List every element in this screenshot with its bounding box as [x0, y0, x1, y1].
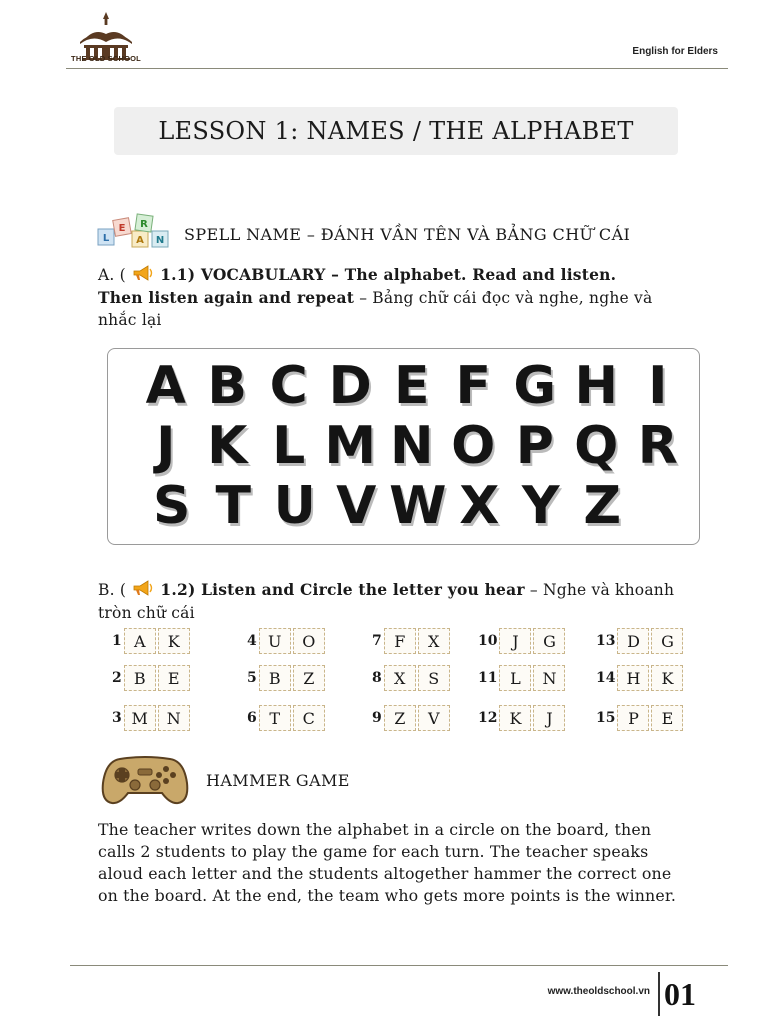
quiz-number: 15 [596, 710, 616, 726]
alphabet-letter: Z [583, 476, 622, 536]
alphabet-letter: E [393, 356, 430, 416]
quiz-item [596, 628, 685, 654]
description-line: calls 2 students to play the game for each turn. The teacher speaks [98, 842, 649, 861]
quiz-option[interactable]: V [418, 705, 450, 731]
hammer-game-title: HAMMER GAME [206, 771, 350, 790]
quiz-option[interactable]: E [158, 665, 190, 691]
footer-divider [70, 965, 728, 966]
alphabet-letter: J [156, 416, 176, 476]
alphabet-row-1 [135, 356, 689, 416]
quiz-option[interactable]: L [499, 665, 531, 691]
svg-text:L: L [102, 233, 110, 244]
quiz-number: 8 [372, 670, 382, 686]
quiz-item [596, 705, 685, 731]
alphabet-letter: O [451, 416, 496, 476]
part-b-line2: tròn chữ cái [98, 603, 195, 622]
alphabet-letter: I [648, 356, 668, 416]
page-number: 01 [664, 976, 696, 1012]
alphabet-letter: F [455, 356, 492, 416]
speaker-icon[interactable] [131, 578, 155, 598]
alphabet-letter: G [513, 356, 557, 416]
footer-url[interactable]: www.theoldschool.vn [547, 986, 650, 997]
quiz-number: 2 [112, 670, 122, 686]
quiz-option[interactable]: B [259, 665, 291, 691]
quiz-number: 4 [247, 633, 257, 649]
alphabet-letter: M [324, 416, 377, 476]
alphabet-letter: C [269, 356, 308, 416]
alphabet-letter: Q [574, 416, 619, 476]
svg-text:R: R [140, 219, 148, 230]
part-b-title: 1.2) Listen and Circle the letter you hear [160, 580, 525, 599]
quiz-option[interactable]: B [124, 665, 156, 691]
quiz-number: 7 [372, 633, 382, 649]
quiz-item [247, 628, 327, 654]
header-divider [66, 68, 728, 69]
lesson-title-box [114, 107, 678, 155]
alphabet-letter: P [515, 416, 554, 476]
quiz-option[interactable]: N [158, 705, 190, 731]
quiz-option[interactable]: X [418, 628, 450, 654]
part-b-prefix: B. ( [98, 581, 127, 599]
quiz-number: 6 [247, 710, 257, 726]
listen-circle-quiz [112, 628, 712, 738]
alphabet-letter: U [273, 476, 316, 536]
speaker-icon[interactable] [131, 263, 155, 283]
quiz-option[interactable]: K [158, 628, 190, 654]
quiz-item [112, 665, 192, 691]
quiz-item [372, 705, 452, 731]
quiz-item [372, 665, 452, 691]
alphabet-letter: B [207, 356, 248, 416]
svg-text:N: N [155, 235, 165, 246]
quiz-option[interactable]: H [617, 665, 649, 691]
alphabet-letter: R [637, 416, 678, 476]
alphabet-letter: L [272, 416, 306, 476]
quiz-option[interactable]: K [651, 665, 683, 691]
alphabet-letter: X [459, 476, 500, 536]
learn-blocks-icon [96, 213, 172, 249]
quiz-item [112, 628, 192, 654]
quiz-number: 13 [596, 633, 616, 649]
quiz-number: 3 [112, 710, 122, 726]
quiz-number: 14 [596, 670, 616, 686]
quiz-item [372, 628, 452, 654]
quiz-option[interactable]: J [499, 628, 531, 654]
quiz-option[interactable]: E [651, 705, 683, 731]
quiz-item [247, 665, 327, 691]
alphabet-letter: K [207, 416, 248, 476]
quiz-item [247, 705, 327, 731]
quiz-option[interactable]: J [533, 705, 565, 731]
section-title: SPELL NAME – ĐÁNH VẦN TÊN VÀ BẢNG CHỮ CÁI [184, 225, 631, 244]
quiz-item [596, 665, 685, 691]
quiz-item [478, 705, 567, 731]
alphabet-letter: V [336, 476, 377, 536]
quiz-option[interactable]: K [499, 705, 531, 731]
description-line: aloud each letter and the students altogether hammer the correct one [98, 864, 672, 883]
logo-text: THE OLD SCHOOL [71, 54, 141, 63]
quiz-option[interactable]: A [124, 628, 156, 654]
part-a-prefix: A. ( [98, 266, 126, 284]
part-b-instructions [98, 578, 718, 624]
quiz-item [478, 665, 567, 691]
svg-text:A: A [136, 235, 144, 246]
quiz-option[interactable]: U [259, 628, 291, 654]
part-a-instructions [98, 263, 718, 332]
alphabet-row-2 [135, 416, 689, 476]
alphabet-letter: A [145, 356, 186, 416]
quiz-option[interactable]: T [259, 705, 291, 731]
quiz-number: 12 [478, 710, 498, 726]
alphabet-letter: T [215, 476, 251, 536]
part-a-line2-plain: – Bảng chữ cái đọc và nghe, nghe và [354, 288, 653, 307]
quiz-number: 9 [372, 710, 382, 726]
quiz-option[interactable]: O [293, 628, 325, 654]
alphabet-letter: S [153, 476, 191, 536]
alphabet-letter: D [328, 356, 372, 416]
lesson-title: LESSON 1: NAMES / THE ALPHABET [158, 117, 634, 145]
quiz-option[interactable]: N [533, 665, 565, 691]
header-title: English for Elders [632, 46, 718, 57]
alphabet-letter: Y [521, 476, 560, 536]
quiz-option[interactable]: C [293, 705, 325, 731]
part-b-plain: – Nghe và khoanh [524, 581, 675, 599]
quiz-item [112, 705, 192, 731]
alphabet-letter: W [389, 476, 447, 536]
gamepad-icon [100, 753, 190, 805]
quiz-option[interactable]: X [384, 665, 416, 691]
quiz-option[interactable]: M [124, 705, 156, 731]
quiz-number: 1 [112, 633, 122, 649]
footer-separator [658, 972, 660, 1016]
description-line: The teacher writes down the alphabet in a circle on the board, then [98, 820, 652, 839]
quiz-item [478, 628, 567, 654]
quiz-option[interactable]: D [617, 628, 649, 654]
alphabet-row-3 [141, 476, 633, 536]
alphabet-letter: N [389, 416, 434, 476]
quiz-option[interactable]: G [533, 628, 565, 654]
quiz-number: 5 [247, 670, 257, 686]
quiz-option[interactable]: Z [384, 705, 416, 731]
description-line: on the board. At the end, the team who gets more points is the winner. [98, 886, 676, 905]
alphabet-letter: H [574, 356, 619, 416]
quiz-option[interactable]: Z [293, 665, 325, 691]
part-a-title: 1.1) VOCABULARY – The alphabet. Read and listen. [160, 265, 617, 284]
quiz-option[interactable]: S [418, 665, 450, 691]
part-a-line3: nhắc lại [98, 311, 162, 329]
quiz-number: 11 [478, 670, 498, 686]
part-a-line2-bold: Then listen again and repeat [98, 287, 355, 307]
hammer-game-description [98, 819, 728, 907]
svg-text:E: E [118, 223, 126, 234]
quiz-option[interactable]: P [617, 705, 649, 731]
quiz-option[interactable]: G [651, 628, 683, 654]
quiz-option[interactable]: F [384, 628, 416, 654]
quiz-number: 10 [478, 633, 498, 649]
